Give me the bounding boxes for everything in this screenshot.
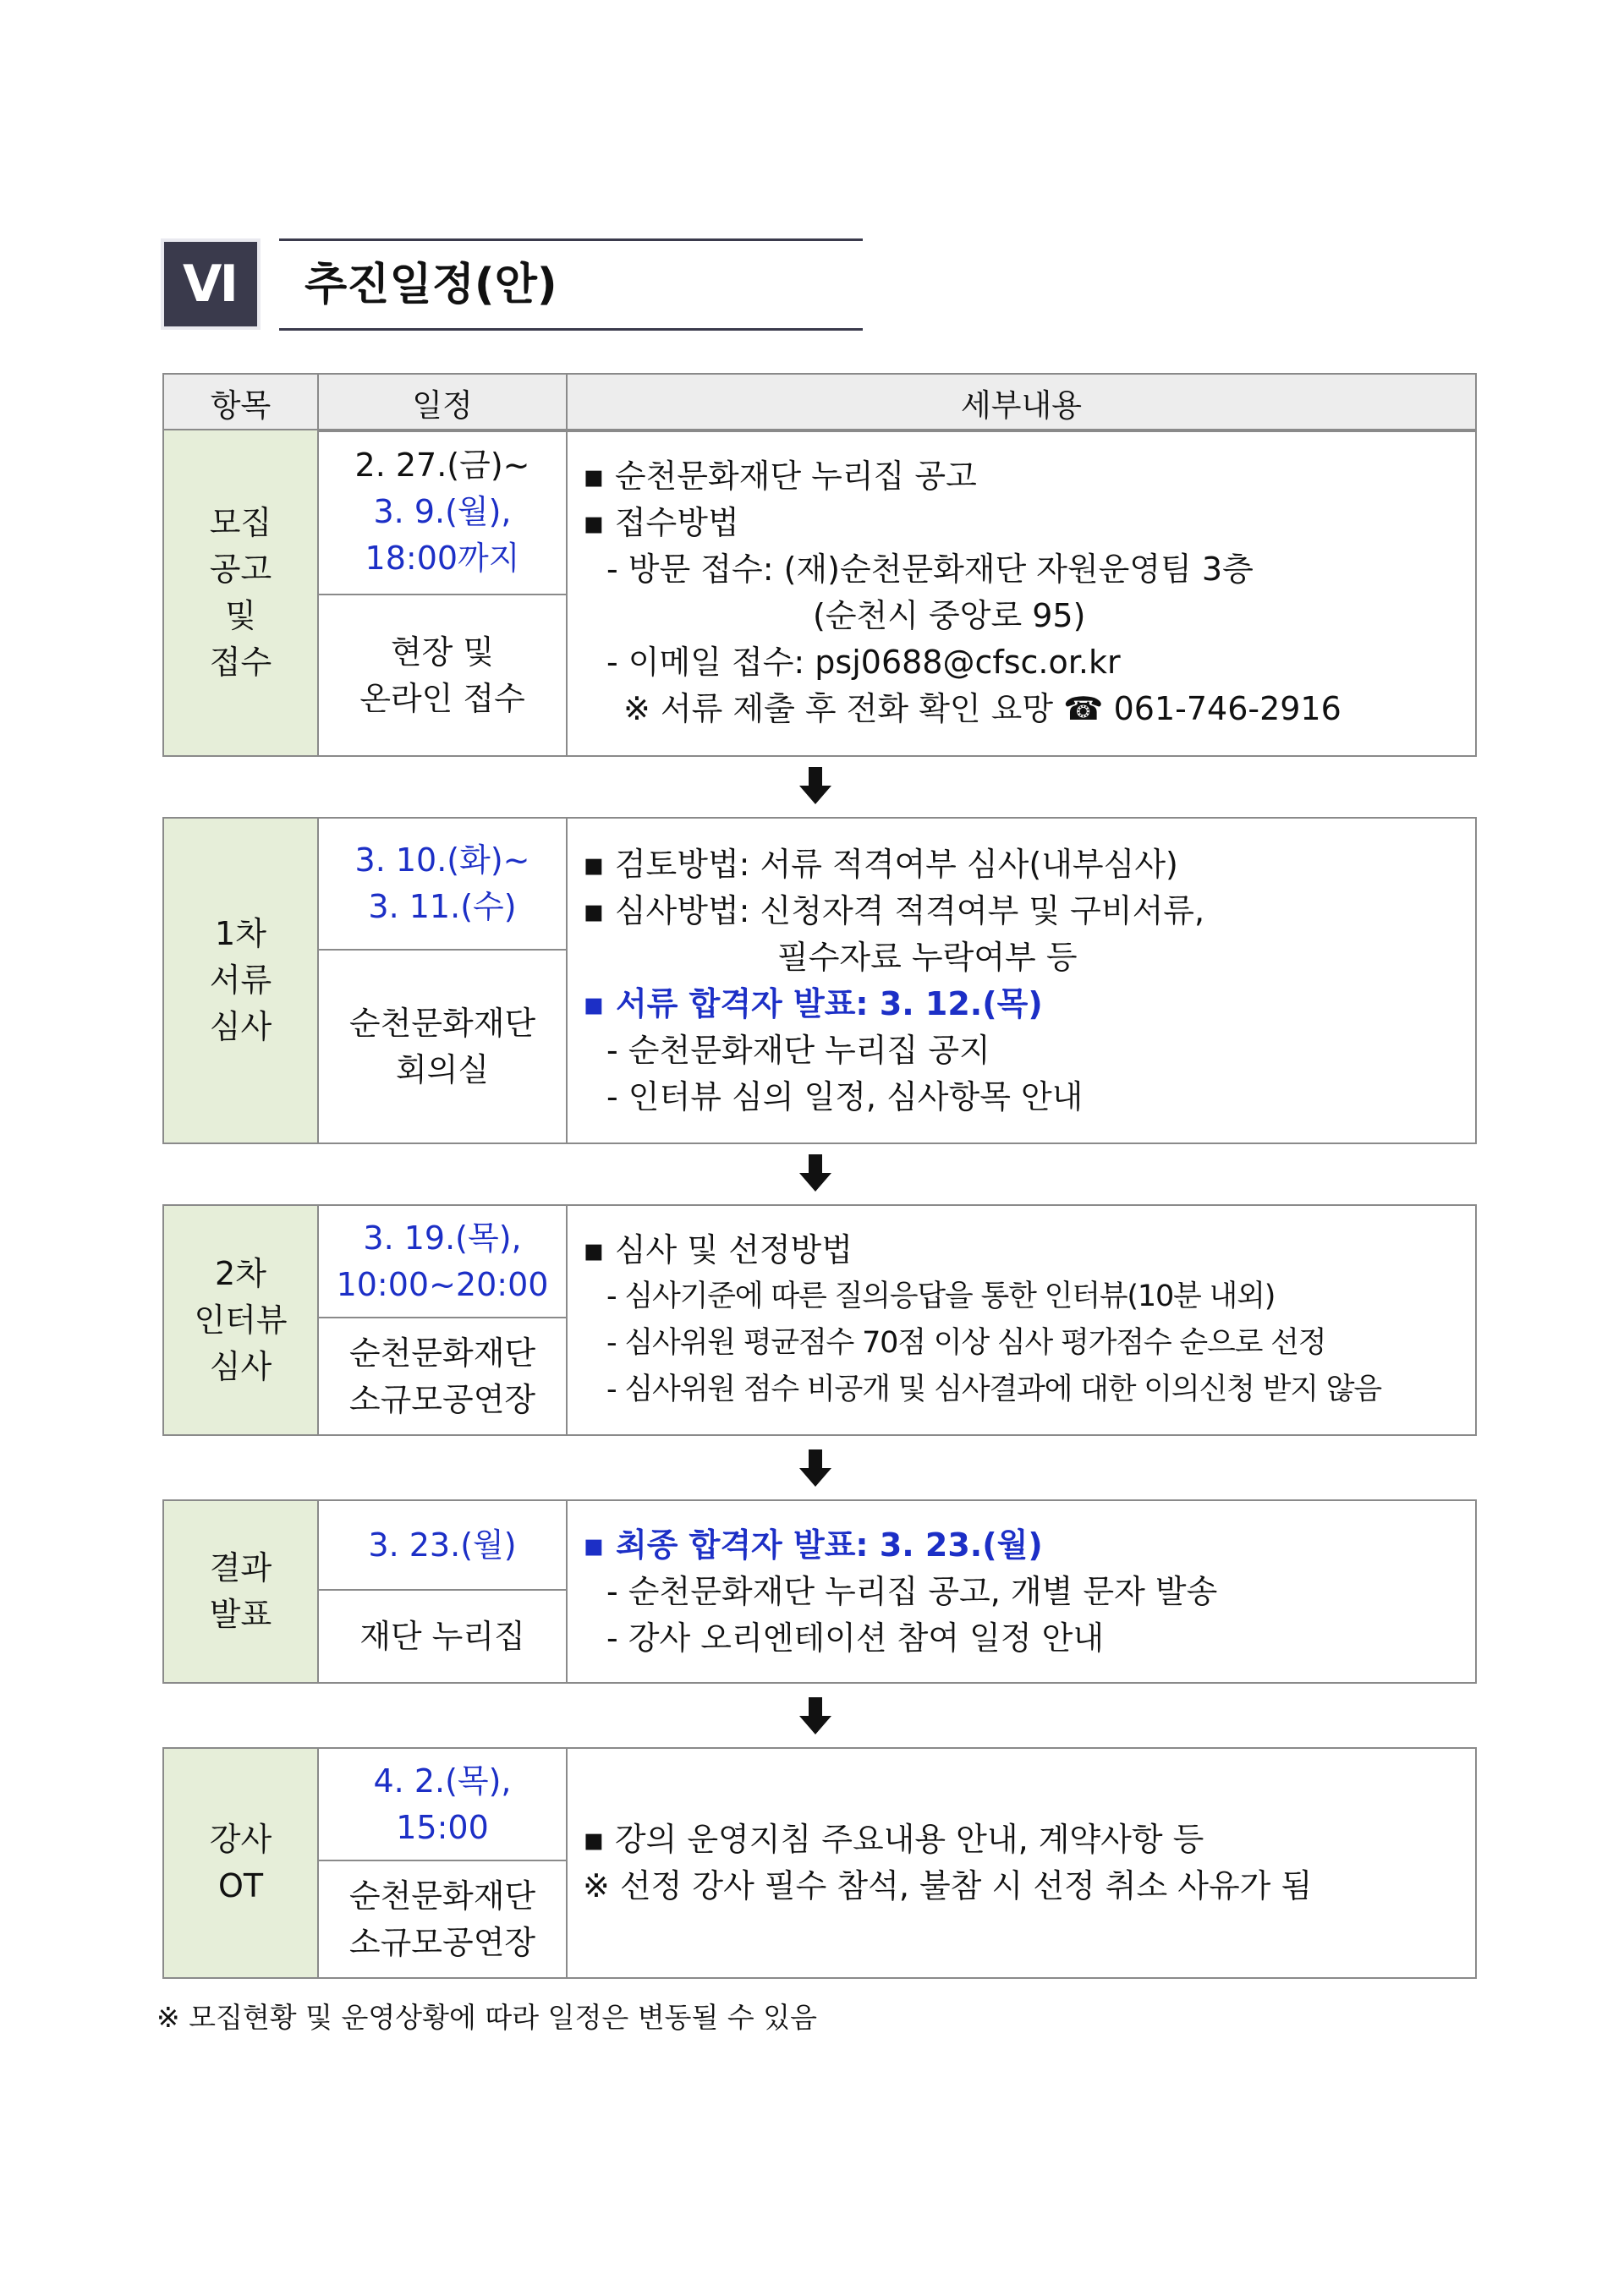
schedule-block-document-review xyxy=(162,817,1477,1144)
schedule-block-results xyxy=(162,1499,1477,1684)
place-cell: 현장 및 온라인 접수 xyxy=(318,595,567,756)
header-details: 세부내용 xyxy=(567,374,1476,431)
down-arrow-icon xyxy=(796,1696,835,1738)
details-cell: ▪ 강의 운영지침 주요내용 안내, 계약사항 등 ※ 선정 강사 필수 참석, 불참 시 선정 취소 사유가 됨 xyxy=(567,1748,1476,1978)
date-cell: 4. 2.(목), 15:00 xyxy=(318,1748,567,1860)
date-cell: 2. 27.(금)~ 3. 9.(월), 18:00까지 xyxy=(318,430,567,595)
details-cell: ▪ 최종 합격자 발표: 3. 23.(월) - 순천문화재단 누리집 공고, 개별 문자 발송 - 강사 오리엔테이션 참여 일정 안내 xyxy=(567,1500,1476,1683)
down-arrow-icon xyxy=(796,1153,835,1195)
section-title: 추진일정(안) xyxy=(304,260,557,310)
down-arrow-icon xyxy=(796,1448,835,1490)
schedule-block-interview xyxy=(162,1204,1477,1436)
date-cell: 3. 10.(화)~ 3. 11.(수) xyxy=(318,818,567,950)
date-cell: 3. 23.(월) xyxy=(318,1500,567,1590)
category-cell: 모집 공고 및 접수 xyxy=(163,430,318,756)
place-cell: 재단 누리집 xyxy=(318,1590,567,1683)
header-schedule: 일정 xyxy=(318,374,567,431)
category-cell: 강사 OT xyxy=(163,1748,318,1978)
schedule-block-recruitment xyxy=(162,429,1477,757)
place-cell: 순천문화재단 소규모공연장 xyxy=(318,1860,567,1978)
place-cell: 순천문화재단 회의실 xyxy=(318,950,567,1143)
schedule-footnote: ※ 모집현황 및 운영상황에 따라 일정은 변동될 수 있음 xyxy=(156,2001,818,2034)
section-bottom-rule xyxy=(279,328,863,331)
place-cell: 순천문화재단 소규모공연장 xyxy=(318,1318,567,1435)
section-top-rule xyxy=(279,238,863,241)
details-cell: ▪ 검토방법: 서류 적격여부 심사(내부심사) ▪ 심사방법: 신청자격 적격여부 및 구비서류, 필수자료 누락여부 등 ▪ 서류 합격자 발표: 3. 12.(목) - 순천문화재단 누리집 공지 - 인터뷰 심의 일정, 심사항목 안내 xyxy=(567,818,1476,1143)
details-cell: ▪ 심사 및 선정방법 - 심사기준에 따른 질의응답을 통한 인터뷰(10분 내외) - 심사위원 평균점수 70점 이상 심사 평가점수 순으로 선정 - 심사위원 점수 비공개 및 심사결과에 대한 이의신청 받지 않음 xyxy=(567,1205,1476,1435)
category-cell: 결과 발표 xyxy=(163,1500,318,1683)
section-number-badge: Ⅵ xyxy=(161,238,261,330)
category-cell: 1차 서류 심사 xyxy=(163,818,318,1143)
details-cell: ▪ 순천문화재단 누리집 공고 ▪ 접수방법 - 방문 접수: (재)순천문화재단 자원운영팀 3층 (순천시 중앙로 95) - 이메일 접수: psj0688@cfsc.or.kr ※ 서류 제출 후 전화 확인 요망 ☎ 061-746-2916 xyxy=(567,430,1476,756)
down-arrow-icon xyxy=(796,765,835,808)
schedule-block-instructor-ot xyxy=(162,1747,1477,1979)
category-cell: 2차 인터뷰 심사 xyxy=(163,1205,318,1435)
header-item: 항목 xyxy=(163,374,318,431)
date-cell: 3. 19.(목), 10:00~20:00 xyxy=(318,1205,567,1318)
schedule-table-header xyxy=(162,373,1477,432)
